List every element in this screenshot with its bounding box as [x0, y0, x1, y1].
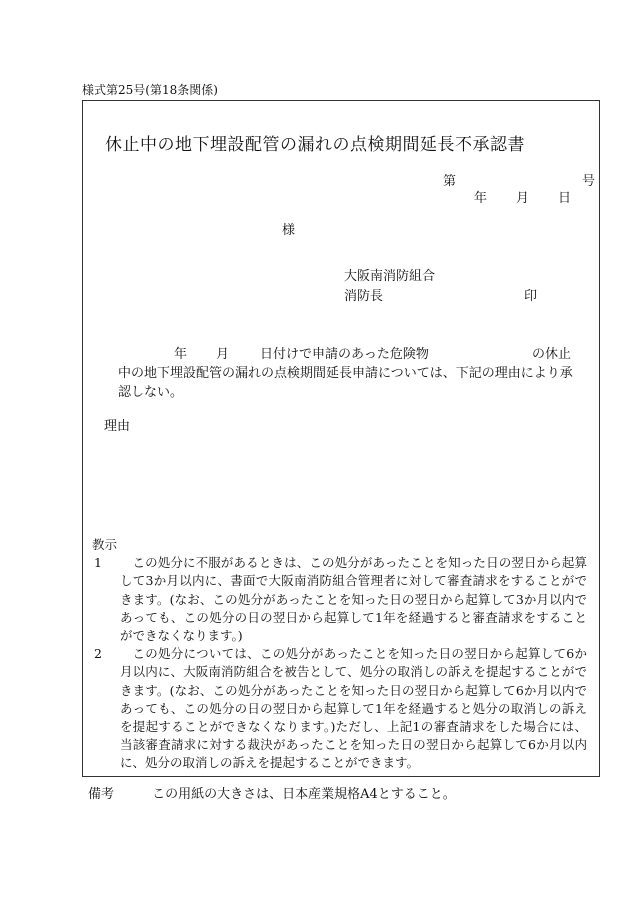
body-date-phrase: 日付けで申請のあった危険物 — [260, 347, 429, 362]
body-year: 年 — [174, 347, 188, 362]
body-rest: 中の地下埋設配管の漏れの点検期間延長申請については、下記の理由により承認しない。 — [118, 366, 573, 400]
instruction-heading: 教示 — [92, 537, 118, 552]
instruction-item-number: 2 — [94, 646, 102, 662]
issuer-seal: 印 — [524, 289, 538, 304]
doc-number-suffix: 号 — [582, 174, 596, 189]
remark — [88, 783, 456, 802]
body-month: 月 — [216, 347, 230, 362]
instruction-item — [92, 645, 587, 772]
body-paragraph — [118, 345, 580, 402]
instruction-item-number: 1 — [94, 555, 102, 571]
addressee-suffix: 様 — [282, 223, 296, 238]
document-title: 休止中の地下埋設配管の漏れの点検期間延長不承認書 — [105, 135, 525, 155]
issuer-org: 大阪南消防組合 — [344, 269, 436, 284]
issuer-title: 消防長 — [344, 289, 384, 304]
instruction-item — [92, 554, 587, 645]
remark-text: この用紙の大きさは、日本産業規格A4とすること。 — [152, 787, 456, 802]
instruction-item-text: この処分については、この処分があったことを知った日の翌日から起算して6か月以内に、大阪南消防組合を被告として、処分の取消しの訴えを提起することができます。(なお、この処分があったことを知った日の翌日から起算して6か月以内であっても、この処分の日の翌日から起算して1年を経過すると処分の取消しの訴えを提起することができなくなります。)ただし、上記1の審査請求をした場合には、当該審査請求に対する裁決があったことを知った日の翌日から起算して6か月以内に、処分の取消しの訴えを提起することができます。 — [120, 646, 587, 771]
date-month: 月 — [516, 191, 530, 206]
date-year: 年 — [474, 191, 488, 206]
form-number: 様式第25号(第18条関係) — [82, 83, 218, 97]
instruction-item-text: この処分に不服があるときは、この処分があったことを知った日の翌日から起算して3か月以内に、書面で大阪南消防組合管理者に対して審査請求をすることができます。(なお、この処分があったことを知った日の翌日から起算して3か月以内であっても、この処分の日の翌日から起算して1年を経過すると審査請求をすることができなくなります。) — [120, 555, 587, 644]
instruction-section — [92, 536, 587, 773]
body-tail: の休止 — [532, 347, 572, 362]
date-day: 日 — [558, 191, 572, 206]
reason-label: 理由 — [104, 419, 131, 434]
doc-number-prefix: 第 — [443, 174, 457, 189]
remark-label: 備考 — [88, 787, 115, 802]
